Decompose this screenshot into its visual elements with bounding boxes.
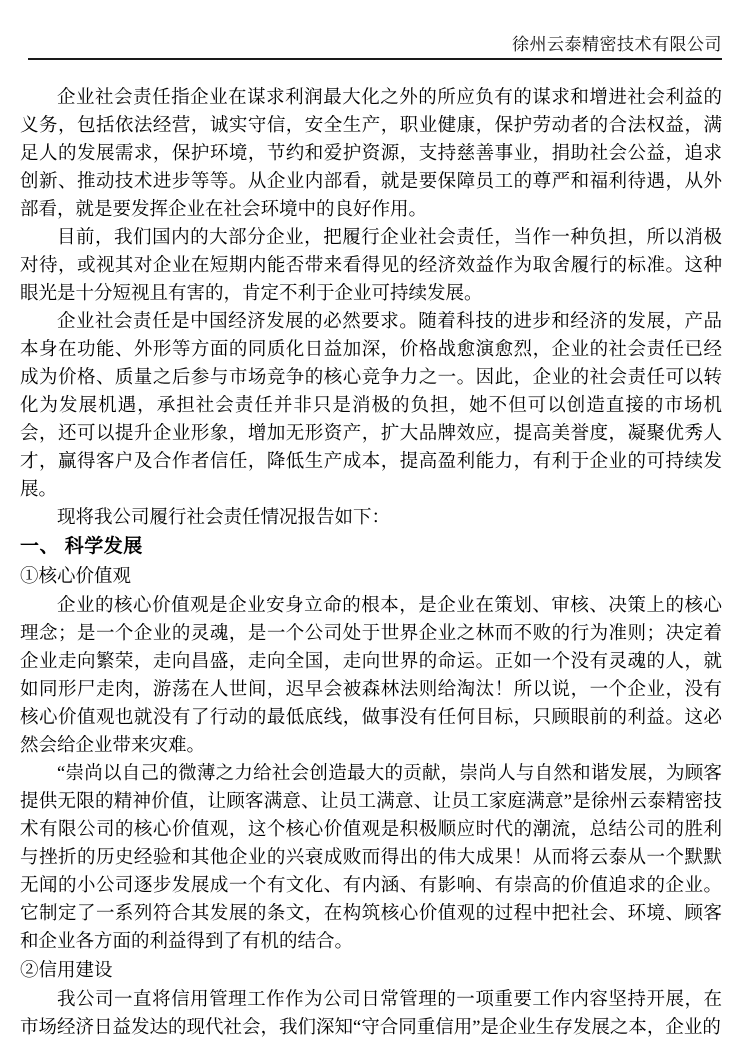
page-header (28, 34, 722, 60)
header-rule (28, 58, 722, 60)
paragraph-domestic-status: 目前，我们国内的大部分企业，把履行企业社会责任，当作一种负担，所以消极对待，或视其对企业在短期内能否带来看得见的经济效益作为取舍履行的标准。这种眼光是十分短视且有害的，肯定不利于企业可持续发展。 (20, 228, 722, 304)
subheading-core-values: ①核心价值观 (20, 567, 132, 587)
paragraph-csr-definition: 企业社会责任指企业在谋求利润最大化之外的所应负有的谋求和增进社会利益的义务，包括依法经营，诚实守信，安全生产，职业健康，保护劳动者的合法权益，满足人的发展需求，保护环境，节约和爱护资源，支持慈善事业，捐助社会公益，追求创新、推动技术进步等等。从企业内部看，就是要保障员工的尊严和福利待遇，从外部看，就是要发挥企业在社会环境中的良好作用。 (20, 88, 722, 220)
document-body (20, 84, 722, 1042)
subheading-credit-construction: ②信用建设 (20, 961, 113, 981)
section-heading-science-development: 一、 科学发展 (20, 536, 143, 557)
paragraph-credit-construction: 我公司一直将信用管理工作作为公司日常管理的一项重要工作内容坚持开展，在市场经济日益发达的现代社会，我们深知“守合同重信用”是企业生存发展之本，企业的 (20, 990, 722, 1038)
paragraph-report-intro: 现将我公司履行社会责任情况报告如下： (57, 508, 391, 528)
paragraph-core-values-1: 企业的核心价值观是企业安身立命的根本，是企业在策划、审核、决策上的核心理念；是一个企业的灵魂，是一个公司处于世界企业之林而不败的行为准则；决定着企业走向繁荣，走向昌盛，走向全国，走向世界的命运。正如一个没有灵魂的人，就如同形尸走肉，游荡在人世间，迟早会被森林法则给淘汰！所以说，一个企业，没有核心价值观也就没有了行动的最低底线，做事没有任何目标，只顾眼前的利益。这必然会给企业带来灾难。 (20, 596, 722, 756)
paragraph-csr-necessity: 企业社会责任是中国经济发展的必然要求。随着科技的进步和经济的发展，产品本身在功能、外形等方面的同质化日益加深，价格战愈演愈烈，企业的社会责任已经成为价格、质量之后参与市场竞争的核心竞争力之一。因此，企业的社会责任可以转化为发展机遇，承担社会责任并非只是消极的负担，她不但可以创造直接的市场机会，还可以提升企业形象，增加无形资产，扩大品牌效应，提高美誉度，凝聚优秀人才，赢得客户及合作者信任，降低生产成本，提高盈利能力，有利于企业的可持续发展。 (20, 312, 722, 500)
paragraph-core-values-2: “崇尚以自己的微薄之力给社会创造最大的贡献，崇尚人与自然和谐发展，为顾客提供无限的精神价值，让顾客满意、让员工满意、让员工家庭满意”是徐州云泰精密技术有限公司的核心价值观，这个核心价值观是积极顺应时代的潮流，总结公司的胜利与挫折的历史经验和其他企业的兴衰成败而得出的伟大成果！从而将云泰从一个默默无闻的小公司逐步发展成一个有文化、有内涵、有影响、有崇高的价值追求的企业。它制定了一系列符合其发展的条文，在构筑核心价值观的过程中把社会、环境、顾客和企业各方面的利益得到了有机的结合。 (20, 764, 722, 952)
header-company-name: 徐州云泰精密技术有限公司 (512, 35, 722, 54)
